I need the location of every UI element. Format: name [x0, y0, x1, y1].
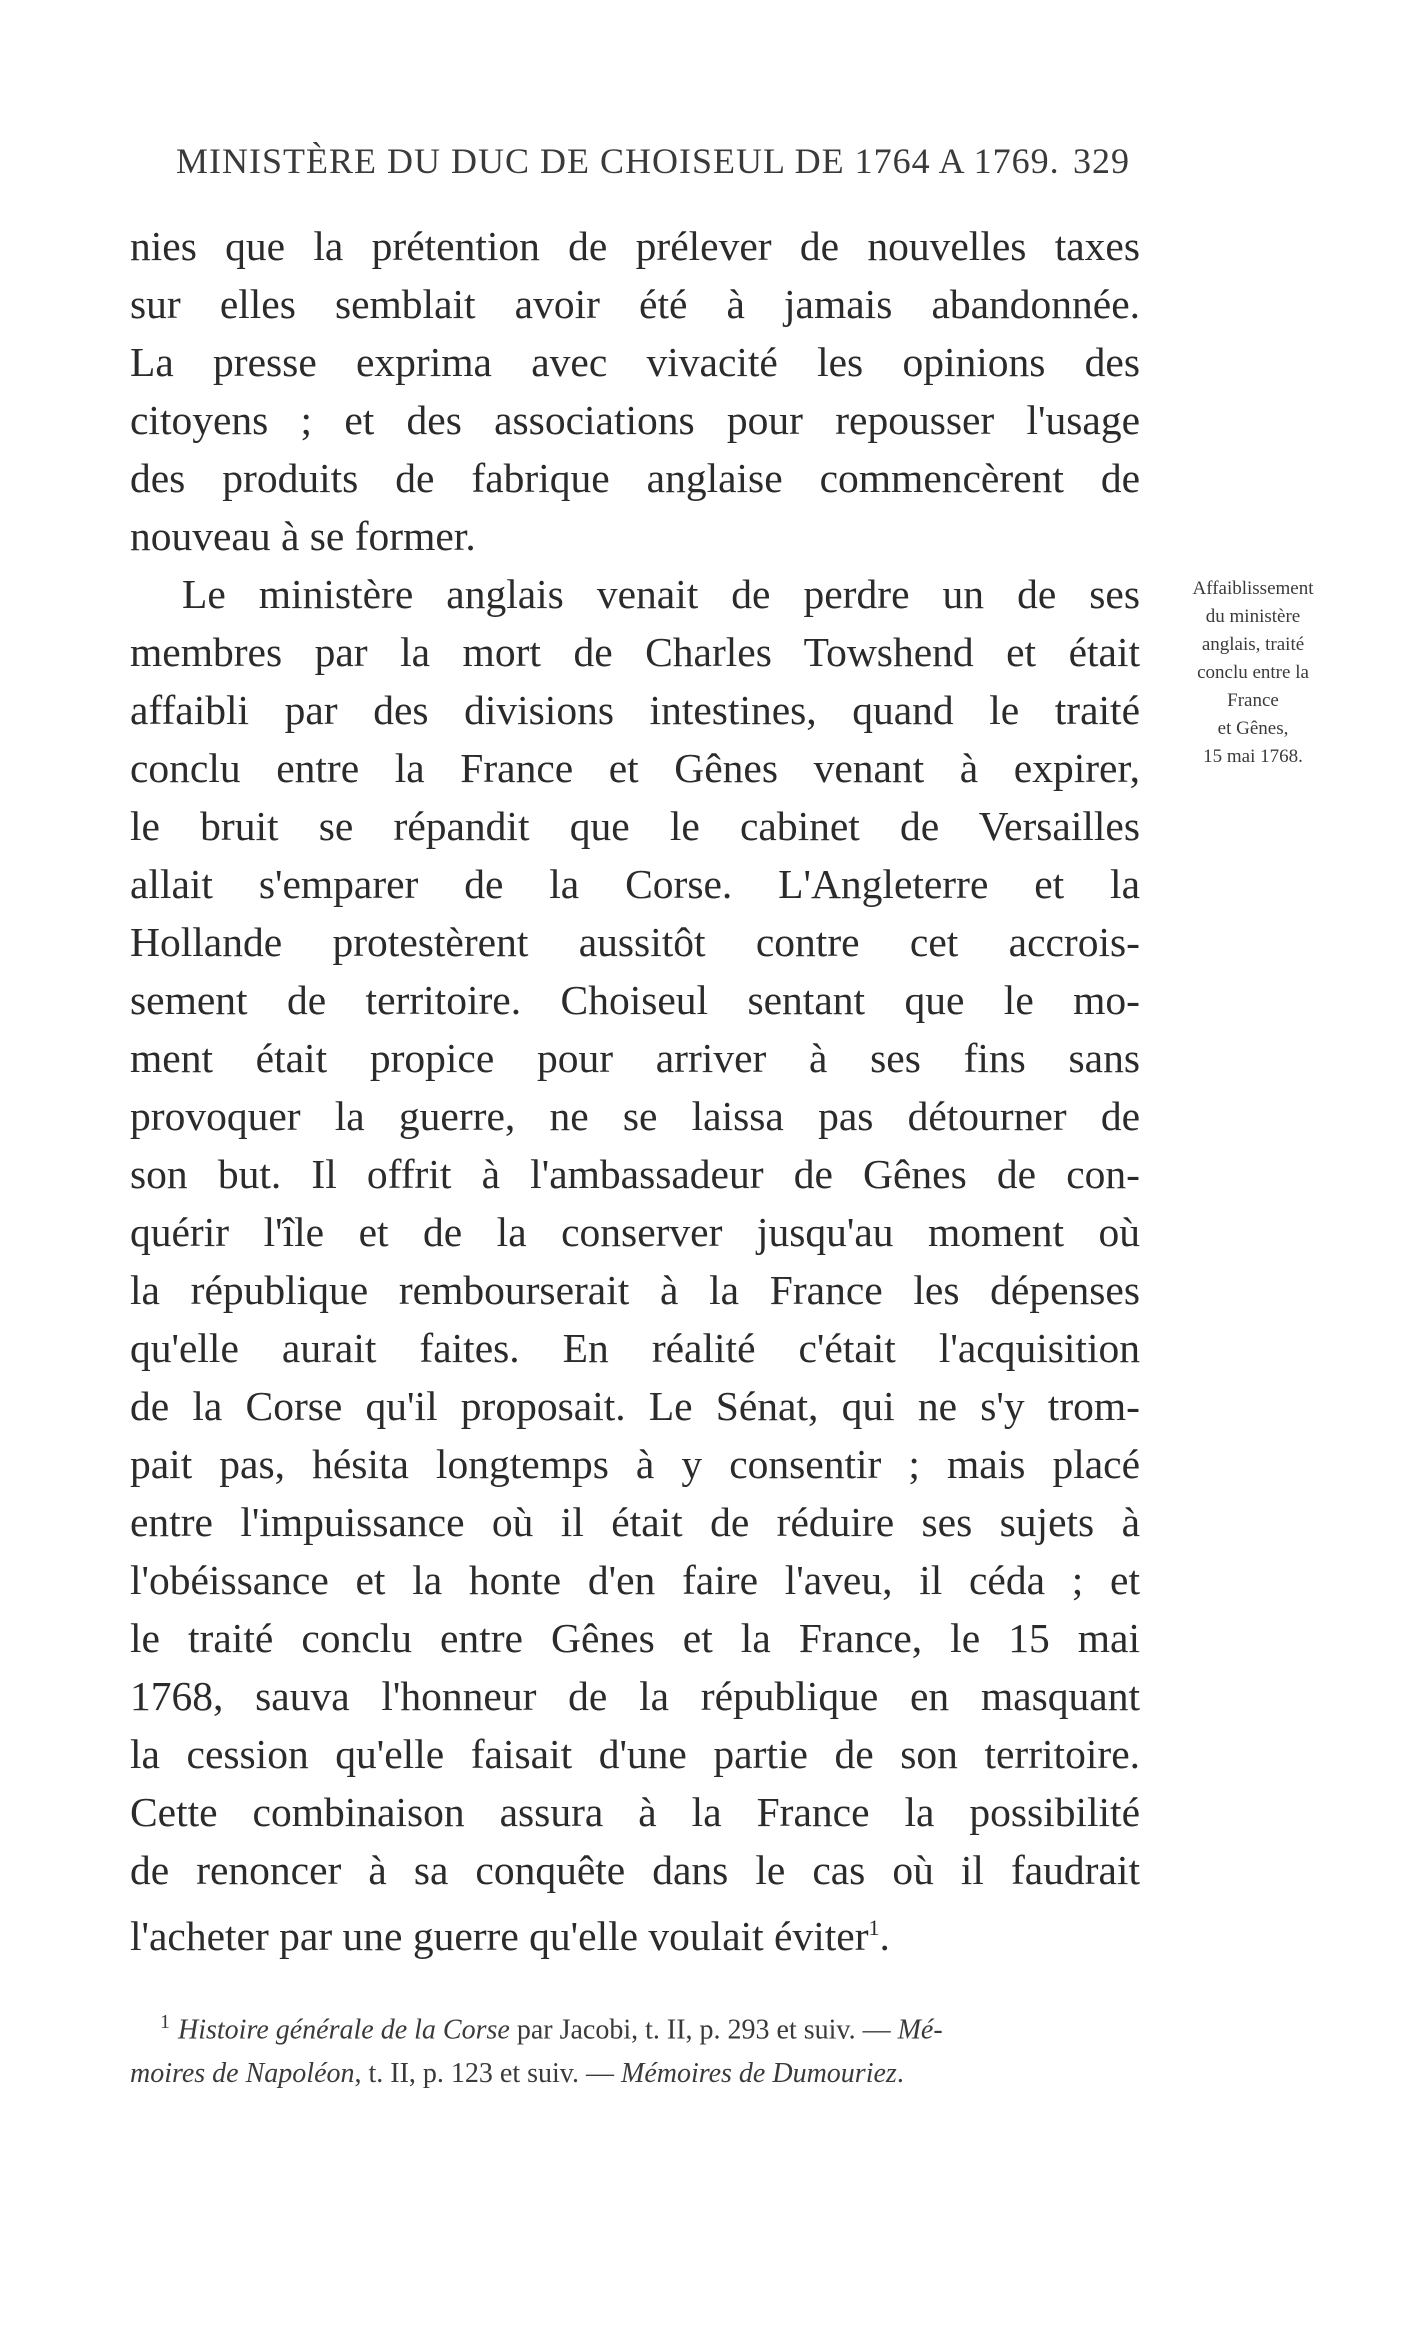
text-line: sement de territoire. Choiseul sentant que le mo- [130, 977, 1140, 1023]
marginal-note-line: conclu entre la [1197, 662, 1309, 683]
text-line: 1768, sauva l'honneur de la république en masquant [130, 1673, 1140, 1719]
text-line: le bruit se répandit que le cabinet de Versailles [130, 803, 1140, 849]
footnote-marker: 1 [160, 2011, 170, 2033]
text-line: conclu entre la France et Gênes venant à expirer, [130, 745, 1140, 791]
text-line: Le ministère anglais venait de perdre un de ses [182, 571, 1140, 617]
marginal-note-line: France [1227, 690, 1279, 711]
footnote-citation-end: . [896, 2058, 904, 2090]
text-line: qu'elle aurait faites. En réalité c'était l'acquisition [130, 1325, 1140, 1371]
running-head-title: MINISTÈRE DU DUC DE CHOISEUL DE 1764 A 1769. [176, 141, 1060, 181]
text-line: Cette combinaison assura à la France la possibilité [130, 1789, 1140, 1835]
text-line: l'obéissance et la honte d'en faire l'aveu, il céda ; et [130, 1557, 1140, 1603]
footnote-citation-detail: , t. II, p. 123 et suiv. — [354, 2058, 621, 2090]
text-line: Hollande protestèrent aussitôt contre cet accrois- [130, 919, 1140, 965]
text-line: quérir l'île et de la conserver jusqu'au moment où [130, 1209, 1140, 1255]
text-line: nies que la prétention de prélever de nouvelles taxes [130, 223, 1140, 269]
text-line: La presse exprima avec vivacité les opinions des [130, 339, 1140, 385]
text-line: son but. Il offrit à l'ambassadeur de Gênes de con- [130, 1151, 1140, 1197]
text-line: membres par la mort de Charles Towshend et était [130, 629, 1140, 675]
marginal-note [1148, 575, 1358, 771]
text-line: la cession qu'elle faisait d'une partie de son territoire. [130, 1731, 1140, 1777]
text-line: pait pas, hésita longtemps à y consentir ; mais placé [130, 1441, 1140, 1487]
text-line: ment était propice pour arriver à ses fins sans [130, 1035, 1140, 1081]
text-line: nouveau à se former. [130, 513, 476, 559]
footnote-citation-title: Mé- [897, 2014, 943, 2046]
text-line: des produits de fabrique anglaise commencèrent de [130, 455, 1140, 501]
footnote-citation-detail: par Jacobi, t. II, p. 293 et suiv. — [509, 2014, 898, 2046]
footnote-reference: 1 [868, 1915, 880, 1940]
text-line: allait s'emparer de la Corse. L'Angleterre et la [130, 861, 1140, 907]
footnote [130, 2000, 1140, 2096]
page-number: 329 [1073, 141, 1130, 181]
text-line: la république rembourserait à la France les dépenses [130, 1267, 1140, 1313]
text-line: de la Corse qu'il proposait. Le Sénat, qui ne s'y trom- [130, 1383, 1140, 1429]
marginal-note-line: anglais, traité [1201, 634, 1305, 655]
text-line: affaibli par des divisions intestines, quand le traité [130, 687, 1140, 733]
footnote-citation-title: Mémoires de Dumouriez [621, 2058, 897, 2090]
footnote-line [130, 2052, 1140, 2096]
text-line: le traité conclu entre Gênes et la France, le 15 mai [130, 1615, 1140, 1661]
text-line: sur elles semblait avoir été à jamais abandonnée. [130, 281, 1140, 327]
marginal-note-line: 15 mai 1768. [1203, 746, 1303, 767]
main-text [130, 217, 1140, 1957]
text-line: provoquer la guerre, ne se laissa pas détourner de [130, 1093, 1140, 1139]
text-line: entre l'impuissance où il était de réduire ses sujets à [130, 1499, 1140, 1545]
footnote-citation-title: Histoire générale de la Corse [178, 2014, 510, 2046]
text-line: citoyens ; et des associations pour repousser l'usage [130, 397, 1140, 443]
text-line-final: l'acheter par une guerre qu'elle voulait éviter$^1$. [130, 1912, 890, 1959]
marginal-note-line: Affaiblissement [1192, 578, 1314, 599]
text-line-final-content: l'acheter par une guerre qu'elle voulait éviter [130, 1912, 869, 1959]
marginal-note-line: et Gênes, [1217, 718, 1289, 739]
footnote-line [130, 2000, 1140, 2052]
running-head [170, 140, 1130, 190]
footnote-citation-title: moires de Napoléon [130, 2058, 355, 2090]
text-line: de renoncer à sa conquête dans le cas où il faudrait [130, 1847, 1140, 1893]
marginal-note-line: du ministère [1205, 606, 1301, 627]
